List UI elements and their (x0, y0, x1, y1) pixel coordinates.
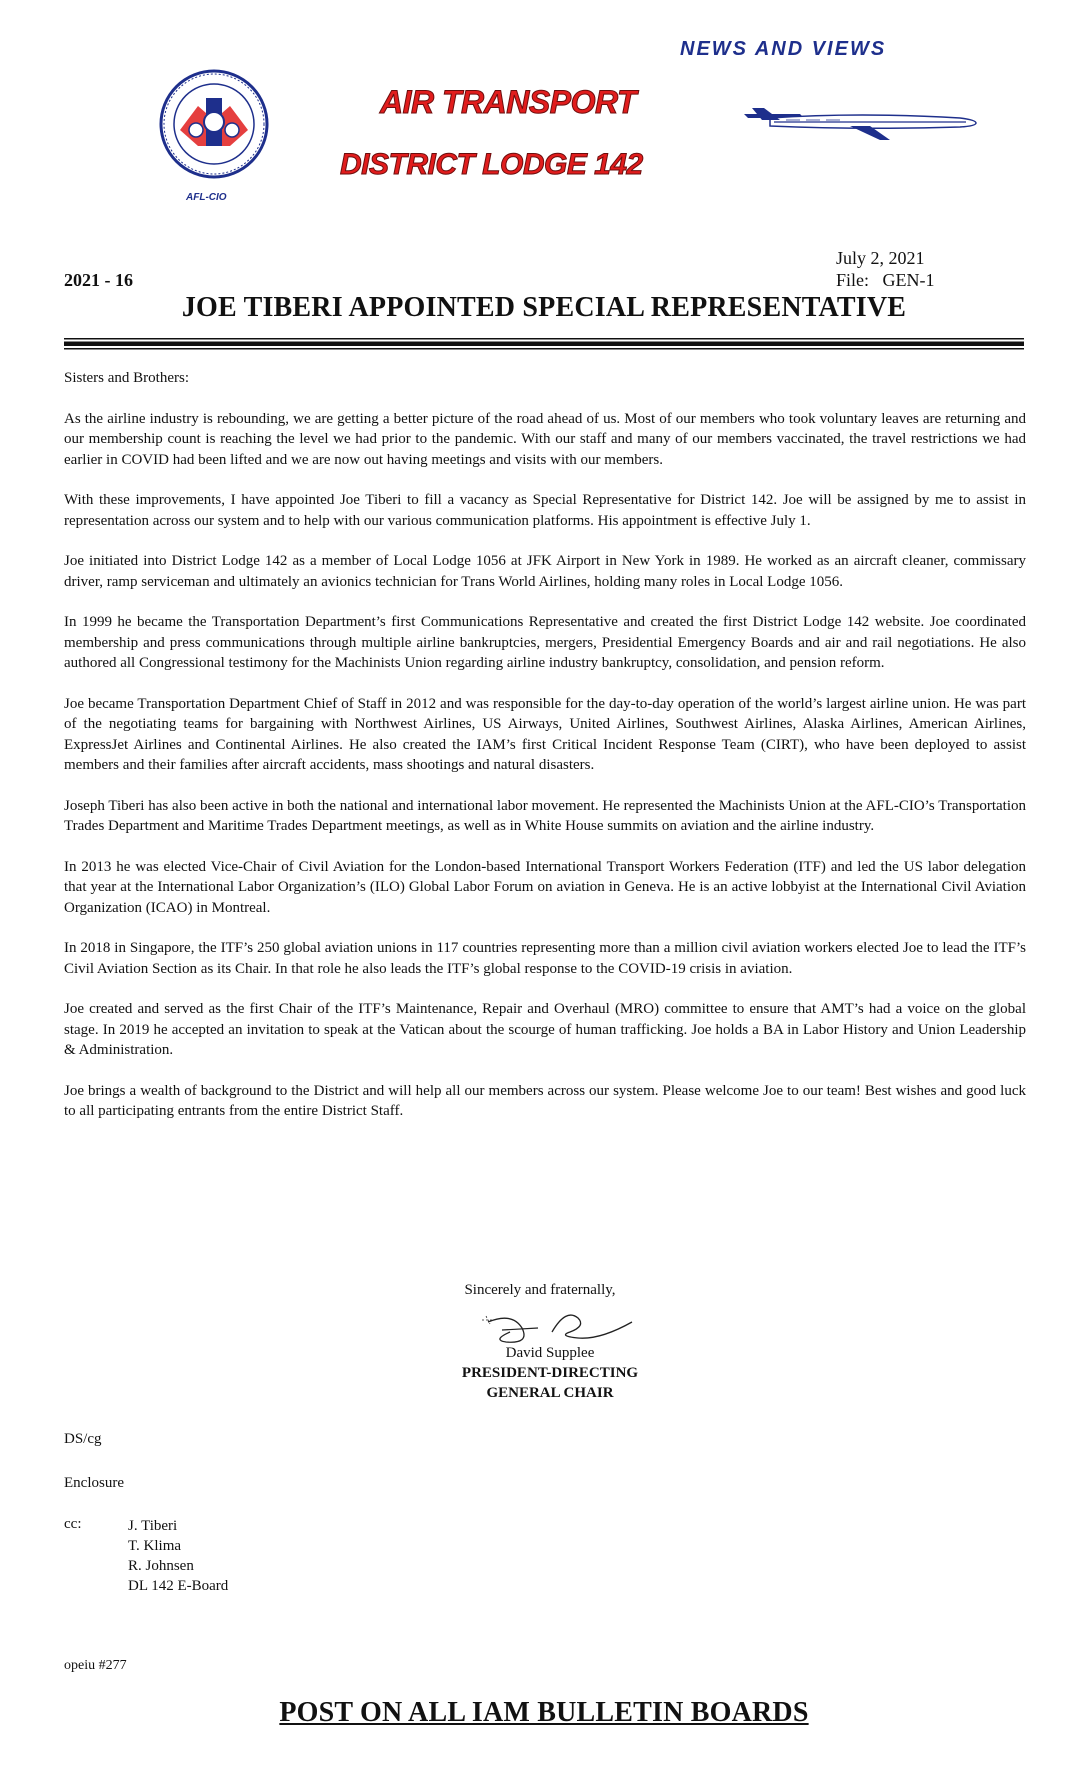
paragraph: As the airline industry is rebounding, we are getting a better picture of the road ahead of us. Most of our members who took voluntary leaves are returning and our membership count is reaching the level we had prior to the pandemic. With our staff and many of our members vaccinated, the travel restrictions we had earlier in COVID had been lifted and we are now out having meetings and visits with our members. (64, 410, 1026, 468)
paragraph: In 1999 he became the Transportation Department’s first Communications Representative and created the first District Lodge 142 website. Joe coordinated membership and press communications through multiple airline bankruptcies, mergers, Presidential Emergency Boards and air and rail negotiations. He also authored all Congressional testimony for the Machinists Union regarding airline industry bankruptcy, consolidation, and pension reform. (64, 614, 1026, 671)
bulletin-number: 2021 - 16 (64, 270, 133, 290)
salutation: Sisters and Brothers: (64, 370, 189, 386)
letterhead-tagline: NEWS AND VIEWS (680, 38, 887, 60)
cc-recipient: R. Johnsen (128, 1558, 194, 1574)
letterhead-title-line2: DISTRICT LODGE 142 (340, 148, 643, 181)
iam-seal-icon (158, 68, 270, 180)
paragraph: Joe brings a wealth of background to the District and will help all our members across our system. Please welcome Joe to our team! Best wishes and good luck to all participating entrants from the entire District Staff. (64, 1082, 1026, 1119)
letter-body (64, 368, 1026, 1142)
letterhead-title-line1: AIR TRANSPORT (380, 84, 637, 120)
footer-notice: POST ON ALL IAM BULLETIN BOARDS (279, 1697, 809, 1728)
paragraph: Joe became Transportation Department Chief of Staff in 2012 and was responsible for the day-to-day operation of the world’s largest airline union. He was part of the negotiating teams for bargaining with Northwest Airlines, US Airways, United Airlines, Southwest Airlines, Alaska Airlines, American Airlines, ExpressJet Airlines and Continental Airlines. He also created the IAM’s first Critical Incident Response Team (CIRT), who have been deployed to assist members and their families after aircraft accidents, mass shootings and natural disasters. (64, 695, 1026, 773)
cc-recipient: T. Klima (128, 1538, 182, 1554)
paragraph: With these improvements, I have appointed Joe Tiberi to fill a vacancy as Special Representative for District 142. Joe will be assigned by me to assist in representation across our system and to help with our various communication platforms. His appointment is effective July 1. (64, 492, 1026, 529)
file-reference: File: GEN-1 (836, 270, 935, 290)
affiliation-label: AFL-CIO (186, 192, 227, 203)
signer-title: PRESIDENT-DIRECTING (461, 1365, 639, 1381)
cc-recipient: J. Tiberi (128, 1518, 178, 1534)
paragraph: In 2018 in Singapore, the ITF’s 250 global aviation unions in 117 countries representing more than a million civil aviation workers elected Joe to lead the ITF’s Civil Aviation Section as its Chair. In that role he also leads the ITF’s global response to the COVID-19 crisis in aviation. (64, 940, 1026, 977)
paragraph: Joseph Tiberi has also been active in both the national and international labor movement. He represented the Machinists Union at the AFL-CIO’s Transportation Trades Department and Maritime Trades Department meetings, as well as in White House summits on aviation and the airline industry. (64, 797, 1026, 834)
paragraph: In 2013 he was elected Vice-Chair of Civil Aviation for the London-based International Transport Workers Federation (ITF) and led the US labor delegation that year at the International Labor Organization’s (ILO) Global Labor Forum on aviation in Geneva. He is an active lobbyist at the International Civil Aviation Organization (ICAO) in Montreal. (64, 858, 1026, 916)
airplane-icon (740, 96, 980, 142)
headline: JOE TIBERI APPOINTED SPECIAL REPRESENTATIVE (181, 292, 907, 323)
paragraph: Joe initiated into District Lodge 142 as a member of Local Lodge 1056 at JFK Airport in New York in 1989. He worked as an aircraft cleaner, commissary driver, ramp serviceman and ultimately an avionics technician for Trans World Airlines, holding many roles in Local Lodge 1056. (64, 553, 1026, 590)
paragraph: Joe created and served as the first Chair of the ITF’s Maintenance, Repair and Overhaul (MRO) committee to ensure that AMT’s had a voice on the global stage. In 2019 he accepted an invitation to speak at the Vatican about the scourge of human trafficking. Joe holds a BA in Labor History and Union Leadership & Administration. (64, 1001, 1026, 1058)
cc-recipient: DL 142 E-Board (128, 1578, 229, 1594)
cc-label: cc: (64, 1516, 82, 1532)
closing: Sincerely and fraternally, (464, 1282, 616, 1298)
headline-divider (64, 338, 1024, 350)
signer-title: GENERAL CHAIR (486, 1385, 614, 1401)
union-tag: opeiu #277 (64, 1658, 127, 1673)
document-date: July 2, 2021 (836, 248, 925, 268)
typist-initials: DS/cg (64, 1431, 102, 1447)
signer-name: David Supplee (505, 1345, 595, 1361)
enclosure-note: Enclosure (64, 1475, 124, 1491)
cc-list (128, 1516, 228, 1596)
